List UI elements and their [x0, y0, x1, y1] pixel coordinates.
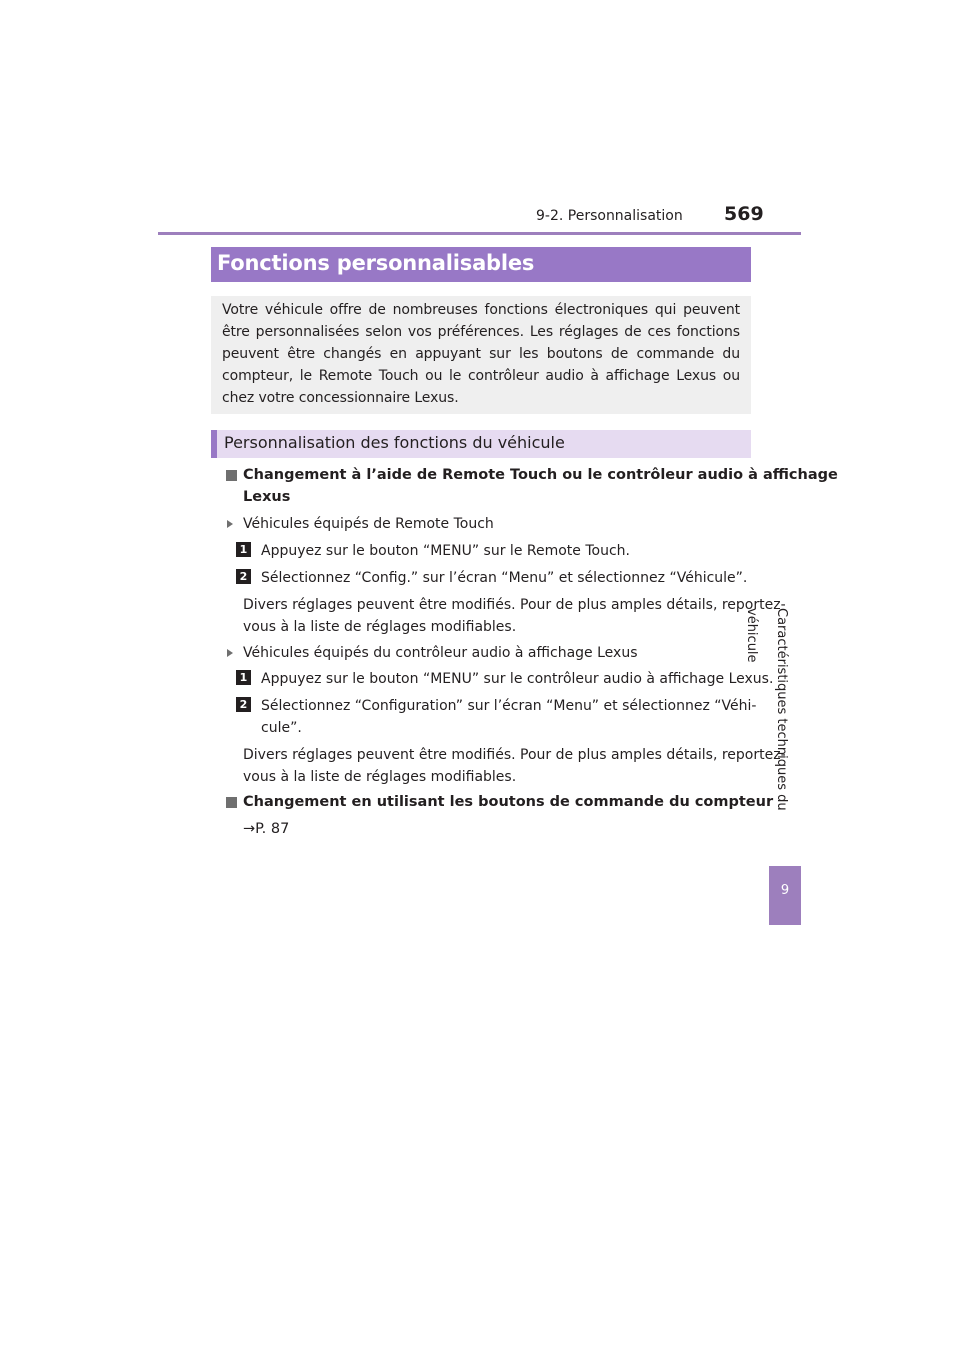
section2-heading: Changement en utilisant les boutons de commande du compteur [243, 794, 774, 810]
chapter-side-title: Caractéristiques techniques du véhicule [744, 608, 789, 811]
remote-note-cont: vous à la liste de réglages modifiables. [243, 619, 517, 635]
audio-note-cont: vous à la liste de réglages modifiables. [243, 769, 517, 785]
page-title: Fonctions personnalisables [217, 251, 535, 275]
square-bullet-icon [226, 470, 237, 481]
page-number: 569 [724, 203, 764, 225]
step-number-badge: 2 [236, 569, 251, 584]
section1-heading: Changement à l’aide de Remote Touch ou le contrôleur audio à affichage [243, 467, 838, 483]
header-rule [158, 232, 801, 235]
remote-touch-label: Véhicules équipés de Remote Touch [243, 516, 494, 532]
audio-step2-cont: cule”. [261, 720, 302, 736]
chapter-tab: 9 [769, 866, 801, 925]
triangle-bullet-icon [227, 649, 233, 657]
running-header-section: 9-2. Personnalisation [536, 208, 683, 224]
section1-heading-cont: Lexus [243, 489, 291, 505]
step-number-badge: 2 [236, 697, 251, 712]
remote-step1: Appuyez sur le bouton “MENU” sur le Remote Touch. [261, 543, 630, 559]
step-number-badge: 1 [236, 670, 251, 685]
square-bullet-icon [226, 797, 237, 808]
remote-step2: Sélectionnez “Config.” sur l’écran “Menu” et sélectionnez “Véhicule”. [261, 570, 748, 586]
audio-step1: Appuyez sur le bouton “MENU” sur le contrôleur audio à affichage Lexus. [261, 671, 774, 687]
audio-display-label: Véhicules équipés du contrôleur audio à affichage Lexus [243, 645, 638, 661]
step-number-badge: 1 [236, 542, 251, 557]
subsection-stripe [211, 430, 217, 458]
subsection-title: Personnalisation des fonctions du véhicule [224, 433, 565, 452]
triangle-bullet-icon [227, 520, 233, 528]
intro-text: Votre véhicule offre de nombreuses fonctions électroniques qui peuvent être personnalisées selon vos préférences. Les réglages de ces fonctions peuvent être changés en appuyant sur les boutons de commande du compteur, le Remote Touch ou le contrôleur audio à affichage Lexus ou chez votre concessionnaire Lexus. [222, 302, 740, 406]
remote-note: Divers réglages peuvent être modifiés. Pour de plus amples détails, reportez- [243, 597, 786, 613]
page-reference-link[interactable]: →P. 87 [243, 821, 290, 837]
audio-note: Divers réglages peuvent être modifiés. Pour de plus amples détails, reportez- [243, 747, 786, 763]
audio-step2: Sélectionnez “Configuration” sur l’écran “Menu” et sélectionnez “Véhi- [261, 698, 757, 714]
